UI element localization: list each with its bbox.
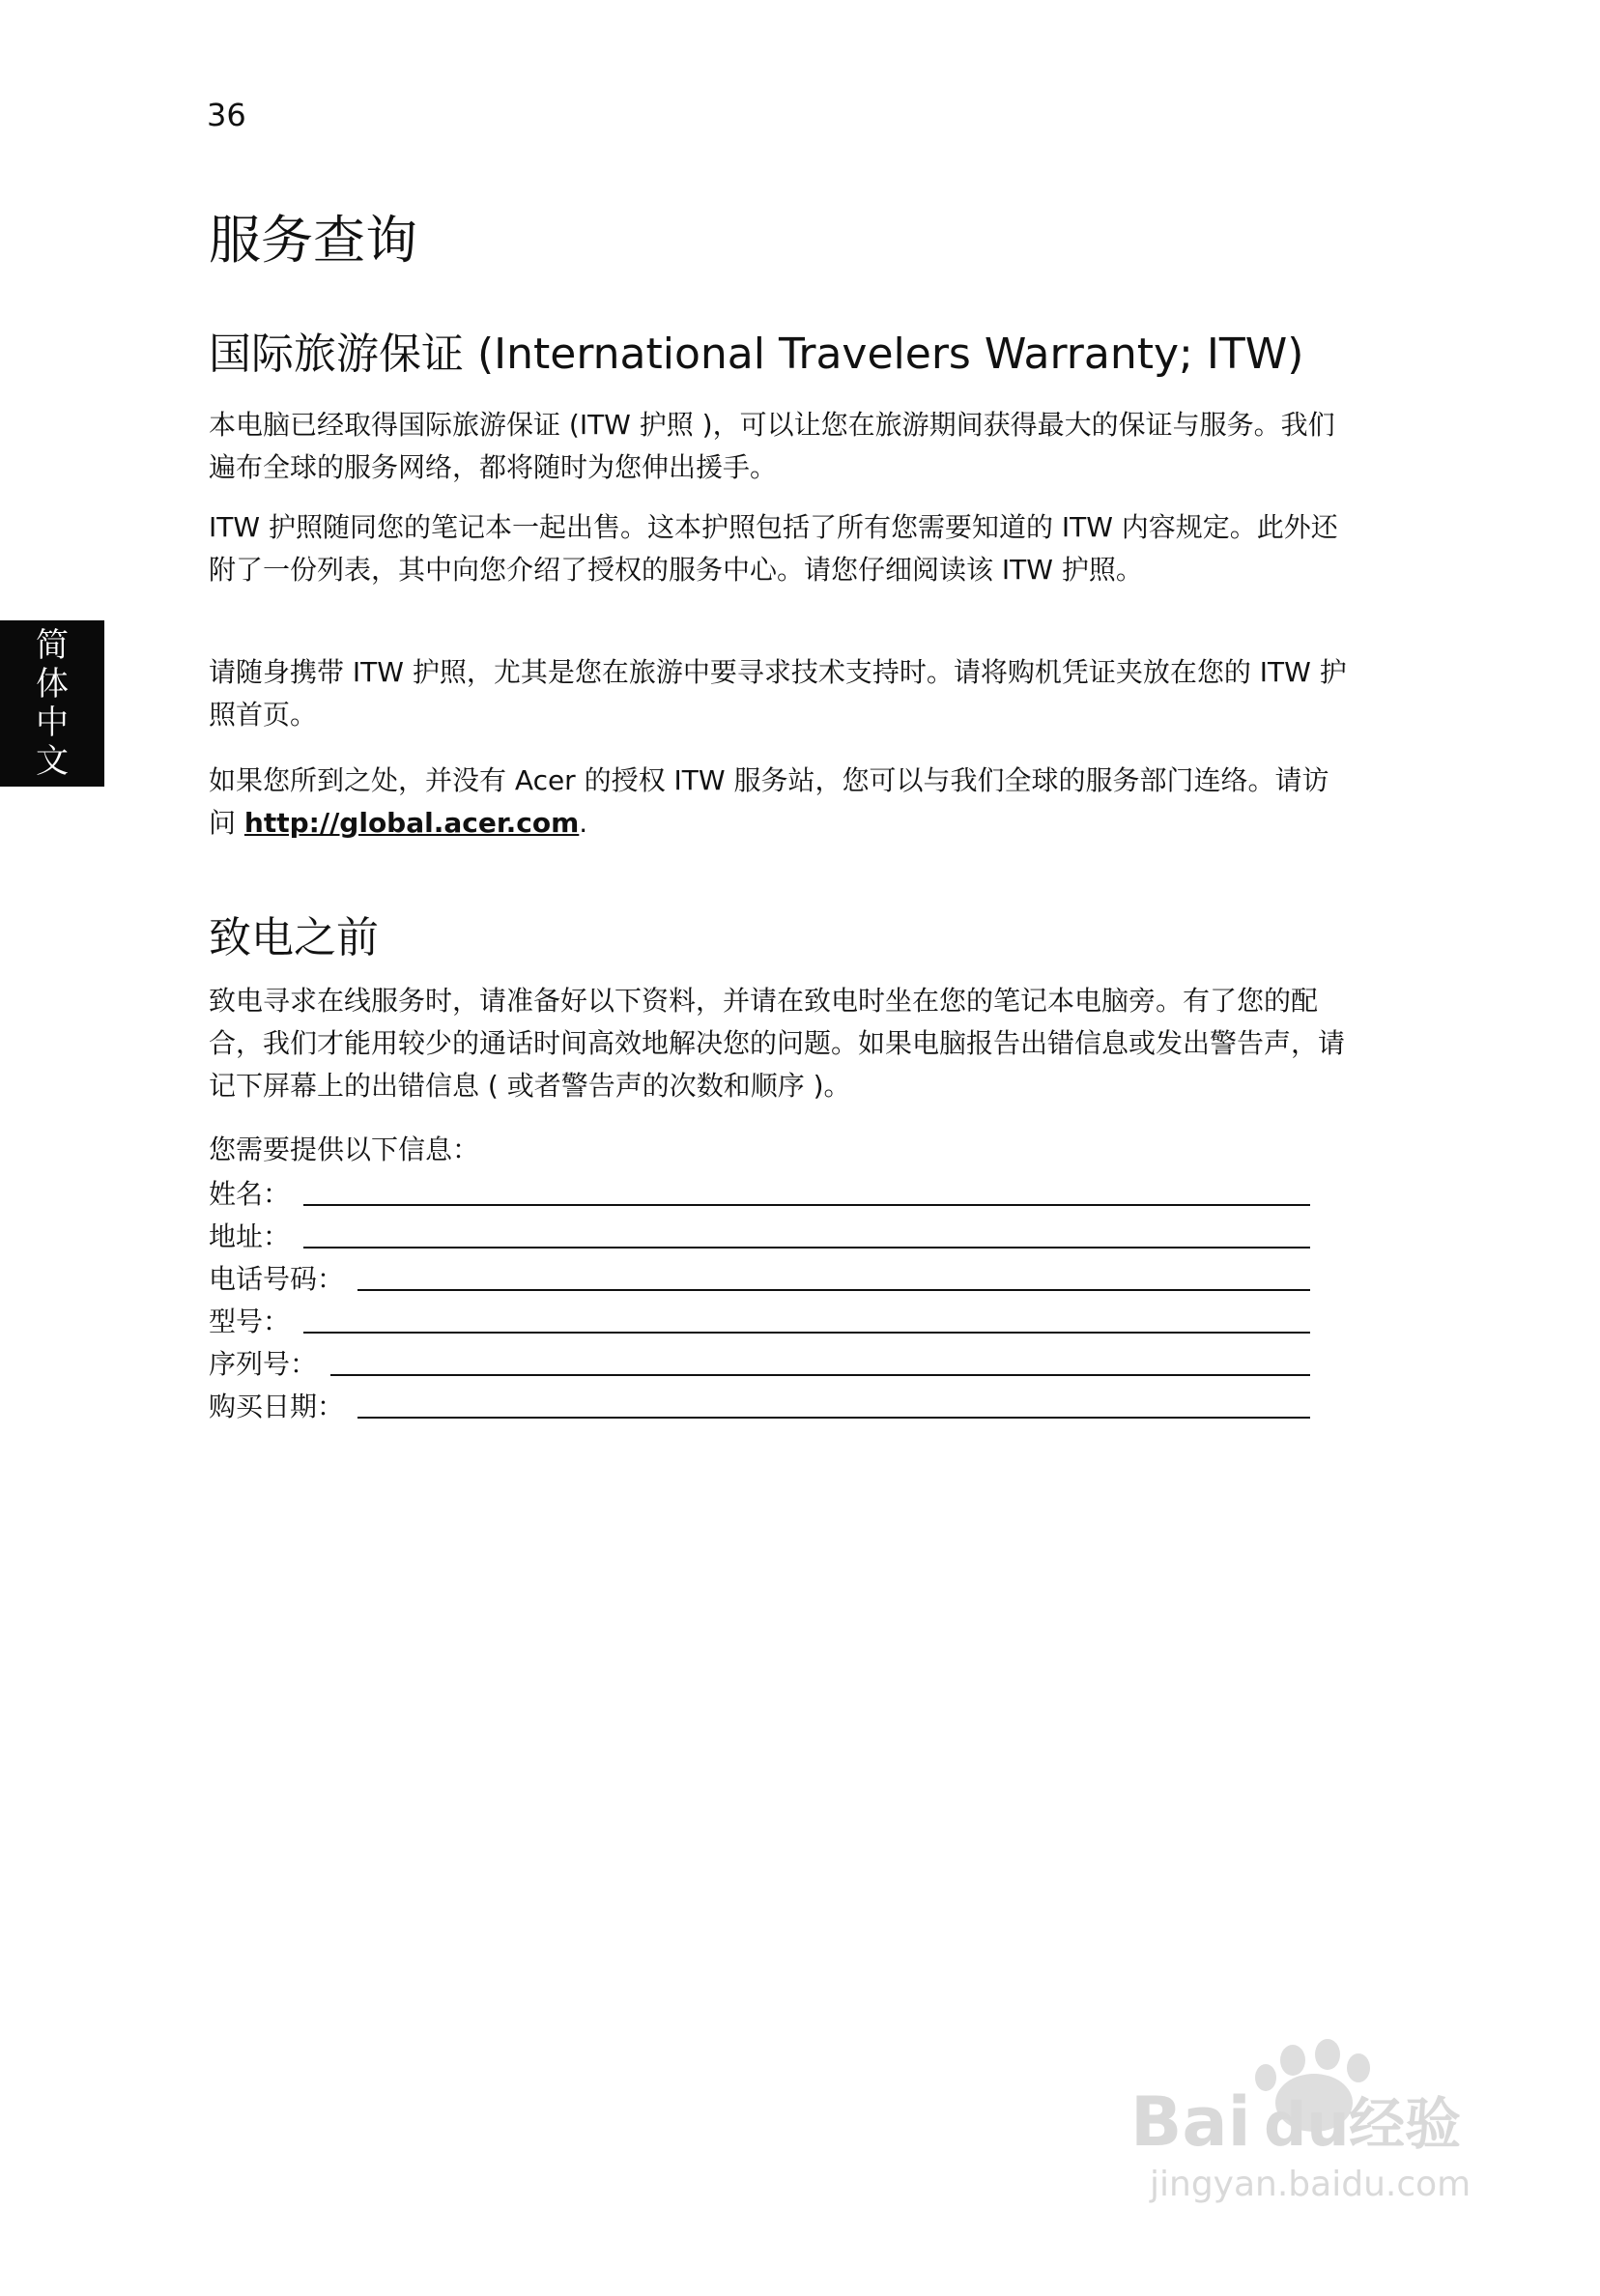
form-row-phone — [209, 1256, 1310, 1299]
form-row-purchase-date — [209, 1384, 1310, 1426]
watermark-brand-2: du — [1264, 2089, 1350, 2160]
page-title: 服务查询 — [209, 210, 417, 271]
field-label: 型号： — [209, 1306, 291, 1337]
itw-paragraph: 请随身携带 ITW 护照，尤其是您在旅游中要寻求技术支持时。请将购机凭证夹放在您的 ITW 护照首页。 — [209, 656, 1347, 731]
language-tab-char: 简 — [36, 626, 69, 665]
info-form — [209, 1129, 1310, 1426]
itw-paragraph: 本电脑已经取得国际旅游保证 (ITW 护照 )，可以让您在旅游期间获得最大的保证与服务。我们遍布全球的服务网络，都将随时为您伸出援手。 — [209, 409, 1335, 483]
field-label: 序列号： — [209, 1348, 318, 1380]
phone-field[interactable] — [357, 1289, 1310, 1291]
purchase-date-field[interactable] — [357, 1417, 1310, 1419]
watermark-brand: Bai — [1130, 2082, 1251, 2162]
baidu-watermark — [1121, 2039, 1507, 2213]
before-call-paragraph: 致电寻求在线服务时，请准备好以下资料，并请在致电时坐在您的笔记本电脑旁。有了您的配合，我们才能用较少的通话时间高效地解决您的问题。如果电脑报告出错信息或发出警告声，请记下屏幕上的出错信息 ( 或者警告声的次数和顺序 )。 — [209, 985, 1346, 1102]
serial-field[interactable] — [330, 1374, 1310, 1376]
model-field[interactable] — [303, 1332, 1310, 1334]
form-row-serial — [209, 1341, 1310, 1384]
field-label: 电话号码： — [209, 1263, 345, 1295]
language-tab — [0, 620, 104, 787]
itw-paragraph-end: . — [579, 807, 588, 839]
acer-global-link[interactable]: http://global.acer.com — [243, 807, 580, 839]
field-label: 地址： — [209, 1220, 291, 1252]
form-row-name — [209, 1171, 1310, 1214]
address-field[interactable] — [303, 1247, 1310, 1248]
form-intro: 您需要提供以下信息： — [209, 1134, 480, 1165]
watermark-suffix: 经验 — [1349, 2091, 1462, 2157]
language-tab-char: 文 — [36, 742, 69, 781]
language-tab-char: 体 — [36, 665, 69, 703]
itw-paragraph: ITW 护照随同您的笔记本一起出售。这本护照包括了所有您需要知道的 ITW 内容规定。此外还附了一份列表，其中向您介绍了授权的服务中心。请您仔细阅读该 ITW 护照。 — [209, 511, 1338, 586]
page-number: 36 — [207, 97, 246, 133]
field-label: 姓名： — [209, 1178, 291, 1210]
watermark-url: jingyan.baidu.com — [1150, 2165, 1471, 2204]
itw-paragraph-text: 如果您所到之处，并没有 Acer 的授权 ITW 服务站，您可以与我们全球的服务部门连络。请访问 — [209, 764, 1329, 839]
before-call-heading: 致电之前 — [209, 913, 379, 962]
language-tab-char: 中 — [36, 703, 69, 742]
itw-paragraph — [209, 760, 1349, 845]
form-row-address — [209, 1214, 1310, 1256]
name-field[interactable] — [303, 1204, 1310, 1206]
form-row-model — [209, 1299, 1310, 1341]
itw-heading: 国际旅游保证 (International Travelers Warranty; ITW) — [209, 330, 1304, 379]
field-label: 购买日期： — [209, 1391, 345, 1422]
